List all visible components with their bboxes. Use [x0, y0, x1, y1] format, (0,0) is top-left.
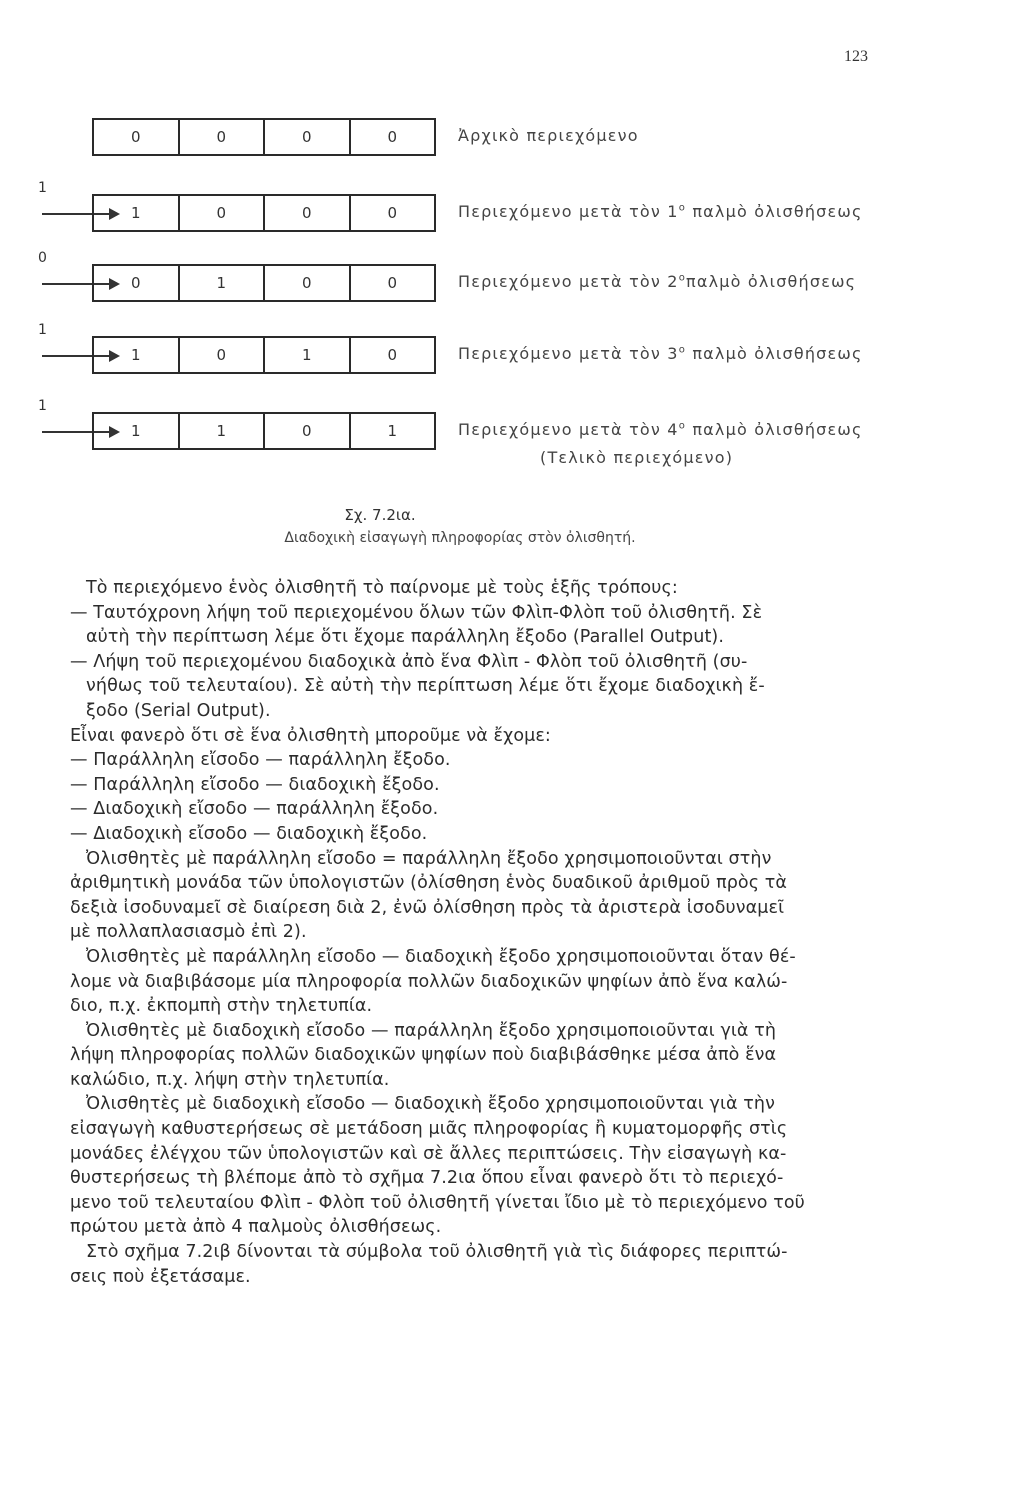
register-cell: 1 — [265, 338, 351, 372]
text-line: λομε νὰ διαβιβάσομε μία πληροφορία πολλῶν διαδοχικῶν ψηφίων ἀπὸ ἕνα καλώ- — [70, 971, 788, 992]
register-cell: 0 — [387, 346, 398, 364]
row-caption: Ἀρχικὸ περιεχόμενο — [458, 126, 639, 145]
register-cell: 1 — [387, 422, 398, 440]
register-row-initial — [30, 118, 930, 158]
text-line: μενο τοῦ τελευταίου Φλὶπ - Φλὸπ τοῦ ὀλισθητῆ γίνεται ἴδιο μὲ τὸ περιεχόμενο τοῦ — [70, 1192, 805, 1213]
ordinal-sup: ο — [678, 202, 687, 214]
text-line: Τὸ περιεχόμενο ἑνὸς ὀλισθητῆ τὸ παίρνομε μὲ τοὺς ἑξῆς τρόπους: — [86, 578, 678, 598]
text-line: ἀριθμητικὴ μονάδα τῶν ὑπολογιστῶν (ὀλίσθηση ἑνὸς δυαδικοῦ ἀριθμοῦ πρὸς τὰ — [70, 873, 788, 894]
row-caption — [458, 344, 863, 363]
text-line: ξοδο (Serial Output). — [86, 700, 271, 721]
text-line: καλώδιο, π.χ. λήψη στὴν τηλετυπία. — [70, 1069, 390, 1090]
register-cell: 1 — [94, 338, 180, 372]
ordinal-sup: ο — [678, 420, 687, 432]
text-line: Ὀλισθητὲς μὲ διαδοχικὴ εἴσοδο — διαδοχικὴ ἔξοδο χρησιμοποιοῦνται γιὰ τὴν — [86, 1094, 775, 1115]
text-line: δεξιὰ ἰσοδυναμεῖ σὲ διαίρεση διὰ 2, ἐνῶ ὀλίσθηση πρὸς τὰ ἀριστερὰ ἰσοδυναμεῖ — [70, 897, 785, 918]
caption-text: παλμὸ ὀλισθήσεως — [686, 202, 863, 221]
text-line: Ὀλισθητὲς μὲ παράλληλη εἴσοδο = παράλληλη ἔξοδο χρησιμοποιοῦνται στὴν — [86, 848, 772, 869]
page-number: 123 — [844, 48, 868, 65]
text-line: — Παράλληλη εἴσοδο — διαδοχικὴ ἔξοδο. — [70, 774, 440, 795]
row-caption — [458, 420, 863, 439]
text-line: νήθως τοῦ τελευταίου). Σὲ αὐτὴ τὴν περίπτωση λέμε ὅτι ἔχομε διαδοχικὴ ἔ- — [86, 676, 765, 697]
text-line: εἰσαγωγὴ καθυστερήσεως σὲ μετάδοση μιᾶς πληροφορίας ἢ κυματομορφῆς στὶς — [70, 1119, 788, 1140]
text-line: θυστερήσεως τὴ βλέπομε ἀπὸ τὸ σχῆμα 7.2ια ὅπου εἶναι φανερὸ ὅτι τὸ περιεχό- — [70, 1168, 784, 1189]
text-line: μὲ πολλαπλασιασμὸ ἐπὶ 2). — [70, 922, 307, 943]
text-line: μονάδες ἐλέγχου τῶν ὑπολογιστῶν καὶ σὲ ἄλλες περιπτώσεις. Τὴν εἰσαγωγὴ κα- — [70, 1143, 787, 1164]
body-text — [70, 576, 910, 1289]
caption-text: παλμὸ ὀλισθήσεως — [686, 420, 863, 439]
caption-text: Περιεχόμενο μετὰ τὸν 2 — [458, 272, 679, 291]
register-row-pulse-4 — [30, 398, 930, 467]
text-line: Στὸ σχῆμα 7.2ιβ δίνονται τὰ σύμβολα τοῦ ὀλισθητῆ γιὰ τὶς διάφορες περιπτώ- — [86, 1242, 788, 1263]
row-caption — [458, 272, 856, 291]
register-cell: 0 — [94, 266, 180, 300]
figure-label: Σχ. 7.2ια. — [344, 506, 416, 524]
text-line: — Λήψη τοῦ περιεχομένου διαδοχικὰ ἀπὸ ἕνα Φλὶπ - Φλὸπ τοῦ ὀλισθητῆ (συ- — [70, 651, 748, 672]
shift-register — [92, 264, 436, 302]
serial-input-label: 1 — [38, 398, 47, 414]
text-line: — Διαδοχικὴ εἴσοδο — διαδοχικὴ ἔξοδο. — [70, 823, 428, 844]
register-cell: 0 — [387, 204, 398, 222]
text-line: διο, π.χ. ἐκπομπὴ στὴν τηλετυπία. — [70, 996, 373, 1017]
caption-text: παλμὸ ὀλισθήσεως — [686, 344, 863, 363]
register-cell: 0 — [94, 120, 180, 154]
serial-input-label: 0 — [38, 250, 47, 266]
text-line: — Ταυτόχρονη λήψη τοῦ περιεχομένου ὅλων τῶν Φλὶπ-Φλὸπ τοῦ ὀλισθητῆ. Σὲ — [70, 602, 763, 623]
text-line: πρώτου μετὰ ἀπὸ 4 παλμοὺς ὀλισθήσεως. — [70, 1217, 442, 1238]
caption-text: παλμὸ ὀλισθήσεως — [686, 272, 857, 291]
register-cell: 0 — [265, 266, 351, 300]
caption-text: Περιεχόμενο μετὰ τὸν 3 — [458, 344, 679, 363]
register-cell: 0 — [265, 414, 351, 448]
register-cell: 0 — [265, 120, 351, 154]
register-cell: 0 — [387, 274, 398, 292]
row-caption — [458, 202, 863, 221]
register-row-pulse-2 — [30, 250, 930, 304]
shift-register — [92, 118, 436, 156]
register-cell: 0 — [180, 120, 266, 154]
serial-input-label: 1 — [38, 322, 47, 338]
register-cell: 1 — [94, 414, 180, 448]
register-cell: 1 — [94, 196, 180, 230]
text-line: σεις ποὺ ἐξετάσαμε. — [70, 1266, 251, 1287]
text-line: Ὀλισθητὲς μὲ παράλληλη εἴσοδο — διαδοχικὴ ἔξοδο χρησιμοποιοῦνται ὅταν θέ- — [86, 946, 796, 967]
text-line: — Διαδοχικὴ εἴσοδο — παράλληλη ἔξοδο. — [70, 799, 439, 820]
register-cell: 0 — [265, 196, 351, 230]
text-line: — Παράλληλη εἴσοδο — παράλληλη ἔξοδο. — [70, 750, 451, 771]
shift-register — [92, 194, 436, 232]
register-cell: 0 — [387, 128, 398, 146]
register-row-pulse-3 — [30, 322, 930, 376]
register-cell: 0 — [180, 338, 266, 372]
ordinal-sup: ο — [678, 344, 687, 356]
caption-text: Περιεχόμενο μετὰ τὸν 1 — [458, 202, 679, 221]
figure-caption: Διαδοχικὴ εἰσαγωγὴ πληροφορίας στὸν ὀλισθητή. — [284, 530, 636, 546]
register-cell: 1 — [180, 266, 266, 300]
register-cell: 1 — [180, 414, 266, 448]
text-line: Εἶναι φανερὸ ὅτι σὲ ἕνα ὀλισθητὴ μποροῦμε νὰ ἔχομε: — [70, 725, 551, 746]
caption-text: Περιεχόμενο μετὰ τὸν 4 — [458, 420, 679, 439]
serial-input-label: 1 — [38, 180, 47, 196]
text-line: αὐτὴ τὴν περίπτωση λέμε ὅτι ἔχομε παράλληλη ἔξοδο (Parallel Output). — [86, 627, 725, 648]
text-line: Ὀλισθητὲς μὲ διαδοχικὴ εἴσοδο — παράλληλη ἔξοδο χρησιμοποιοῦνται γιὰ τὴ — [86, 1020, 777, 1041]
ordinal-sup: ο — [678, 272, 687, 284]
text-line: λήψη πληροφορίας πολλῶν διαδοχικῶν ψηφίων ποὺ διαβιβάσθηκε μέσα ἀπὸ ἕνα — [70, 1045, 777, 1066]
final-content-caption: (Τελικὸ περιεχόμενο) — [540, 448, 734, 467]
shift-register — [92, 412, 436, 450]
register-row-pulse-1 — [30, 180, 930, 234]
register-cell: 0 — [180, 196, 266, 230]
shift-register — [92, 336, 436, 374]
